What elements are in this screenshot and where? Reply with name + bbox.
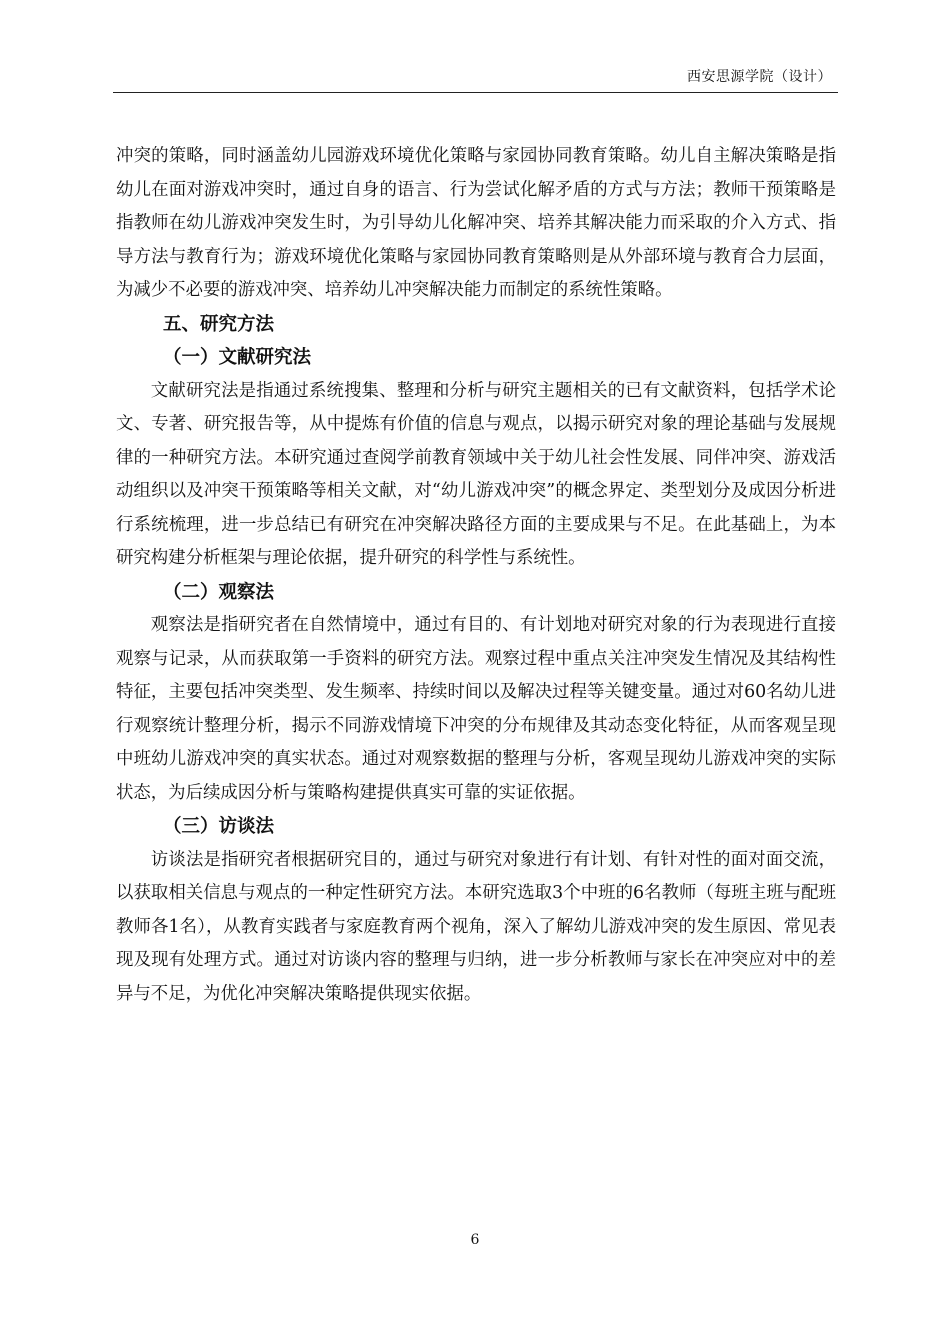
subsection-heading-interview: （三）访谈法 [163, 816, 275, 837]
subsection-paragraph-observation: 观察法是指研究者在自然情境中，通过有目的、有计划地对研究对象的行为表现进行直接观察与记录，从而获取第一手资料的研究方法。观察过程中重点关注冲突发生情况及其结构性特征，主要包括冲突类型、发生频率、持续时间以及解决过程等关键变量。通过对60名幼儿进行观察统计整理分析，揭示不同游戏情境下冲突的分布规律及其动态变化特征，从而客观呈现中班幼儿游戏冲突的真实状态。通过对观察数据的整理与分析，客观呈现幼儿游戏冲突的实际状态，为后续成因分析与策略构建提供真实可靠的实证依据。 [116, 615, 836, 803]
header-divider [113, 92, 838, 93]
page-number: 6 [470, 1232, 480, 1248]
intro-paragraph: 冲突的策略，同时涵盖幼儿园游戏环境优化策略与家园协同教育策略。幼儿自主解决策略是指幼儿在面对游戏冲突时，通过自身的语言、行为尝试化解矛盾的方式与方法；教师干预策略是指教师在幼儿游戏冲突发生时，为引导幼儿化解冲突、培养其解决能力而采取的介入方式、指导方法与教育行为；游戏环境优化策略与家园协同教育策略则是从外部环境与教育合力层面，为减少不必要的游戏冲突、培养幼儿冲突解决能力而制定的系统性策略。 [116, 146, 836, 300]
subsection-heading-literature: （一）文献研究法 [163, 347, 312, 368]
subsection-paragraph-interview: 访谈法是指研究者根据研究目的，通过与研究对象进行有计划、有针对性的面对面交流，以获取相关信息与观点的一种定性研究方法。本研究选取3个中班的6名教师（每班主班与配班教师各1名），从教育实践者与家庭教育两个视角，深入了解幼儿游戏冲突的发生原因、常见表现及现有处理方式。通过对访谈内容的整理与归纳，进一步分析教师与家长在冲突应对中的差异与不足，为优化冲突解决策略提供现实依据。 [116, 849, 836, 1004]
header-institution: 西安思源学院（设计） [687, 69, 832, 85]
document-body [116, 140, 836, 1011]
section-heading: 五、研究方法 [163, 313, 275, 335]
subsection-heading-observation: （二）观察法 [163, 581, 275, 603]
subsection-paragraph-literature: 文献研究法是指通过系统搜集、整理和分析与研究主题相关的已有文献资料，包括学术论文、专著、研究报告等，从中提炼有价值的信息与观点，以揭示研究对象的理论基础与发展规律的一种研究方法。本研究通过查阅学前教育领域中关于幼儿社会性发展、同伴冲突、游戏活动组织以及冲突干预策略等相关文献，对“幼儿游戏冲突”的概念界定、类型划分及成因分析进行系统梳理，进一步总结已有研究在冲突解决路径方面的主要成果与不足。在此基础上，为本研究构建分析框架与理论依据，提升研究的科学性与系统性。 [116, 380, 836, 568]
